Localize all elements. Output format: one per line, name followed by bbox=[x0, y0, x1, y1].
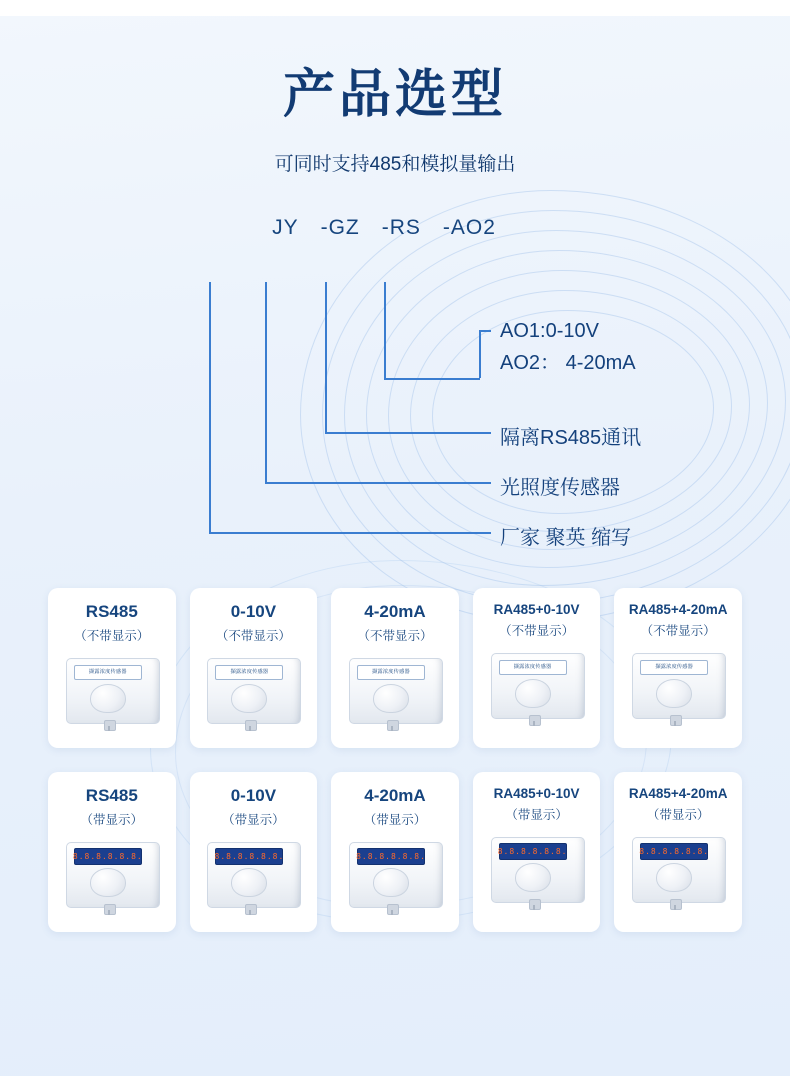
product-card[interactable] bbox=[331, 772, 459, 932]
product-card-subtitle: （带显示） bbox=[363, 813, 427, 827]
device-illustration bbox=[201, 654, 305, 728]
legend-label-ao1: AO1:0-10V bbox=[500, 320, 599, 342]
device-sensor-dome bbox=[515, 863, 551, 892]
device-nameplate: 撷露浓度传感器 bbox=[74, 665, 142, 680]
device-sensor-dome bbox=[656, 863, 692, 892]
device-display bbox=[357, 848, 425, 865]
device-cable bbox=[249, 726, 251, 731]
device-cable bbox=[533, 721, 535, 726]
device-cable bbox=[674, 905, 676, 910]
device-sensor-dome bbox=[90, 684, 126, 713]
device-sensor-dome bbox=[515, 679, 551, 708]
device-illustration bbox=[485, 833, 589, 907]
product-card-title: 0-10V bbox=[230, 602, 277, 621]
product-card[interactable] bbox=[614, 772, 742, 932]
device-sensor-dome bbox=[373, 684, 409, 713]
product-card-title: 0-10V bbox=[230, 786, 277, 805]
product-card-subtitle: （带显示） bbox=[80, 813, 144, 827]
leader-line-horizontal-ao bbox=[384, 378, 480, 380]
device-cable bbox=[108, 726, 110, 731]
product-card[interactable] bbox=[190, 772, 318, 932]
device-sensor-dome bbox=[90, 868, 126, 897]
product-card-title: RA485+0-10V bbox=[493, 786, 580, 801]
device-connector bbox=[245, 904, 257, 915]
device-illustration bbox=[485, 649, 589, 723]
product-card-subtitle: （不带显示） bbox=[499, 624, 575, 638]
leader-line-horizontal-rs485 bbox=[325, 432, 491, 434]
product-card-subtitle: （不带显示） bbox=[74, 629, 150, 643]
legend-label-rs485: 隔离RS485通讯 bbox=[500, 427, 642, 449]
device-connector bbox=[104, 904, 116, 915]
device-display-digits: 8.8.8.8.8.8. bbox=[356, 852, 426, 861]
device-display-digits: 8.8.8.8.8.8. bbox=[72, 852, 143, 861]
product-card-subtitle: （不带显示） bbox=[640, 624, 716, 638]
product-card[interactable] bbox=[614, 588, 742, 748]
device-illustration bbox=[60, 654, 164, 728]
device-nameplate: 撷露浓度传感器 bbox=[499, 660, 567, 675]
product-card-title: RA485+4-20mA bbox=[628, 602, 728, 617]
model-code-segment-ao: -AO2 bbox=[442, 216, 496, 239]
leader-line-horizontal-sensor bbox=[265, 482, 491, 484]
device-illustration bbox=[201, 838, 305, 912]
device-cable bbox=[674, 721, 676, 726]
device-connector bbox=[670, 899, 682, 910]
leader-line-tip-ao bbox=[479, 330, 491, 332]
device-nameplate: 撷露浓度传感器 bbox=[357, 665, 425, 680]
product-card-subtitle: （带显示） bbox=[646, 808, 710, 822]
device-display bbox=[499, 843, 567, 860]
device-connector bbox=[387, 720, 399, 731]
leader-line-vertical-sensor bbox=[265, 282, 267, 482]
page-title: 产品选型 bbox=[282, 66, 507, 124]
product-card[interactable] bbox=[48, 772, 176, 932]
device-cable bbox=[249, 910, 251, 915]
top-white-band bbox=[0, 0, 790, 16]
model-code-segment-rs485: -RS bbox=[381, 216, 421, 239]
page-subtitle: 可同时支持485和模拟量输出 bbox=[274, 154, 516, 175]
product-card-grid-row1 bbox=[0, 588, 790, 748]
leader-line-horizontal-manufacturer bbox=[209, 532, 491, 534]
device-nameplate: 撷露浓度传感器 bbox=[640, 660, 708, 675]
legend-label-sensor: 光照度传感器 bbox=[500, 477, 620, 499]
legend-label-ao2: AO2： 4-20mA bbox=[500, 352, 636, 374]
device-display bbox=[74, 848, 142, 865]
model-code-segment-manufacturer: JY bbox=[272, 216, 299, 239]
device-connector bbox=[529, 899, 541, 910]
product-card-title: RA485+0-10V bbox=[493, 602, 580, 617]
product-card-title: 4-20mA bbox=[364, 786, 426, 805]
product-card-title: RS485 bbox=[85, 786, 138, 805]
device-display-digits: 8.8.8.8.8.8. bbox=[497, 847, 568, 856]
device-cable bbox=[391, 726, 393, 731]
device-connector bbox=[670, 715, 682, 726]
device-connector bbox=[529, 715, 541, 726]
product-card-grid-row2 bbox=[0, 772, 790, 932]
device-illustration bbox=[626, 649, 730, 723]
device-connector bbox=[387, 904, 399, 915]
device-connector bbox=[104, 720, 116, 731]
device-display-digits: 8.8.8.8.8.8. bbox=[214, 852, 285, 861]
product-card[interactable] bbox=[48, 588, 176, 748]
product-card-subtitle: （不带显示） bbox=[215, 629, 291, 643]
device-illustration bbox=[343, 838, 447, 912]
device-illustration bbox=[626, 833, 730, 907]
leader-line-vertical-manufacturer bbox=[209, 282, 211, 532]
device-nameplate: 撷露浓度传感器 bbox=[215, 665, 283, 680]
device-sensor-dome bbox=[656, 679, 692, 708]
model-code-segment-sensor: -GZ bbox=[320, 216, 360, 239]
model-code-row bbox=[0, 216, 790, 240]
device-illustration bbox=[343, 654, 447, 728]
device-sensor-dome bbox=[373, 868, 409, 897]
device-display-digits: 8.8.8.8.8.8. bbox=[639, 847, 710, 856]
product-card-subtitle: （带显示） bbox=[222, 813, 285, 827]
device-connector bbox=[245, 720, 257, 731]
product-card-subtitle: （不带显示） bbox=[357, 629, 433, 643]
product-card-title: 4-20mA bbox=[364, 602, 426, 621]
device-cable bbox=[391, 910, 393, 915]
product-card[interactable] bbox=[473, 588, 601, 748]
leader-line-riser-ao bbox=[479, 330, 481, 378]
device-display bbox=[640, 843, 708, 860]
device-display bbox=[215, 848, 283, 865]
product-card-title: RS485 bbox=[85, 602, 138, 621]
device-illustration bbox=[60, 838, 164, 912]
product-card[interactable] bbox=[190, 588, 318, 748]
legend-label-manufacturer: 厂家 聚英 缩写 bbox=[500, 527, 632, 549]
device-sensor-dome bbox=[231, 684, 267, 713]
leader-line-vertical-rs485 bbox=[325, 282, 327, 432]
device-cable bbox=[108, 910, 110, 915]
product-card-title: RA485+4-20mA bbox=[628, 786, 728, 801]
device-cable bbox=[533, 905, 535, 910]
product-card-subtitle: （带显示） bbox=[505, 808, 568, 822]
model-code-diagram bbox=[0, 240, 790, 580]
device-sensor-dome bbox=[231, 868, 267, 897]
leader-line-vertical-ao bbox=[384, 282, 386, 378]
product-card[interactable] bbox=[331, 588, 459, 748]
product-card[interactable] bbox=[473, 772, 601, 932]
